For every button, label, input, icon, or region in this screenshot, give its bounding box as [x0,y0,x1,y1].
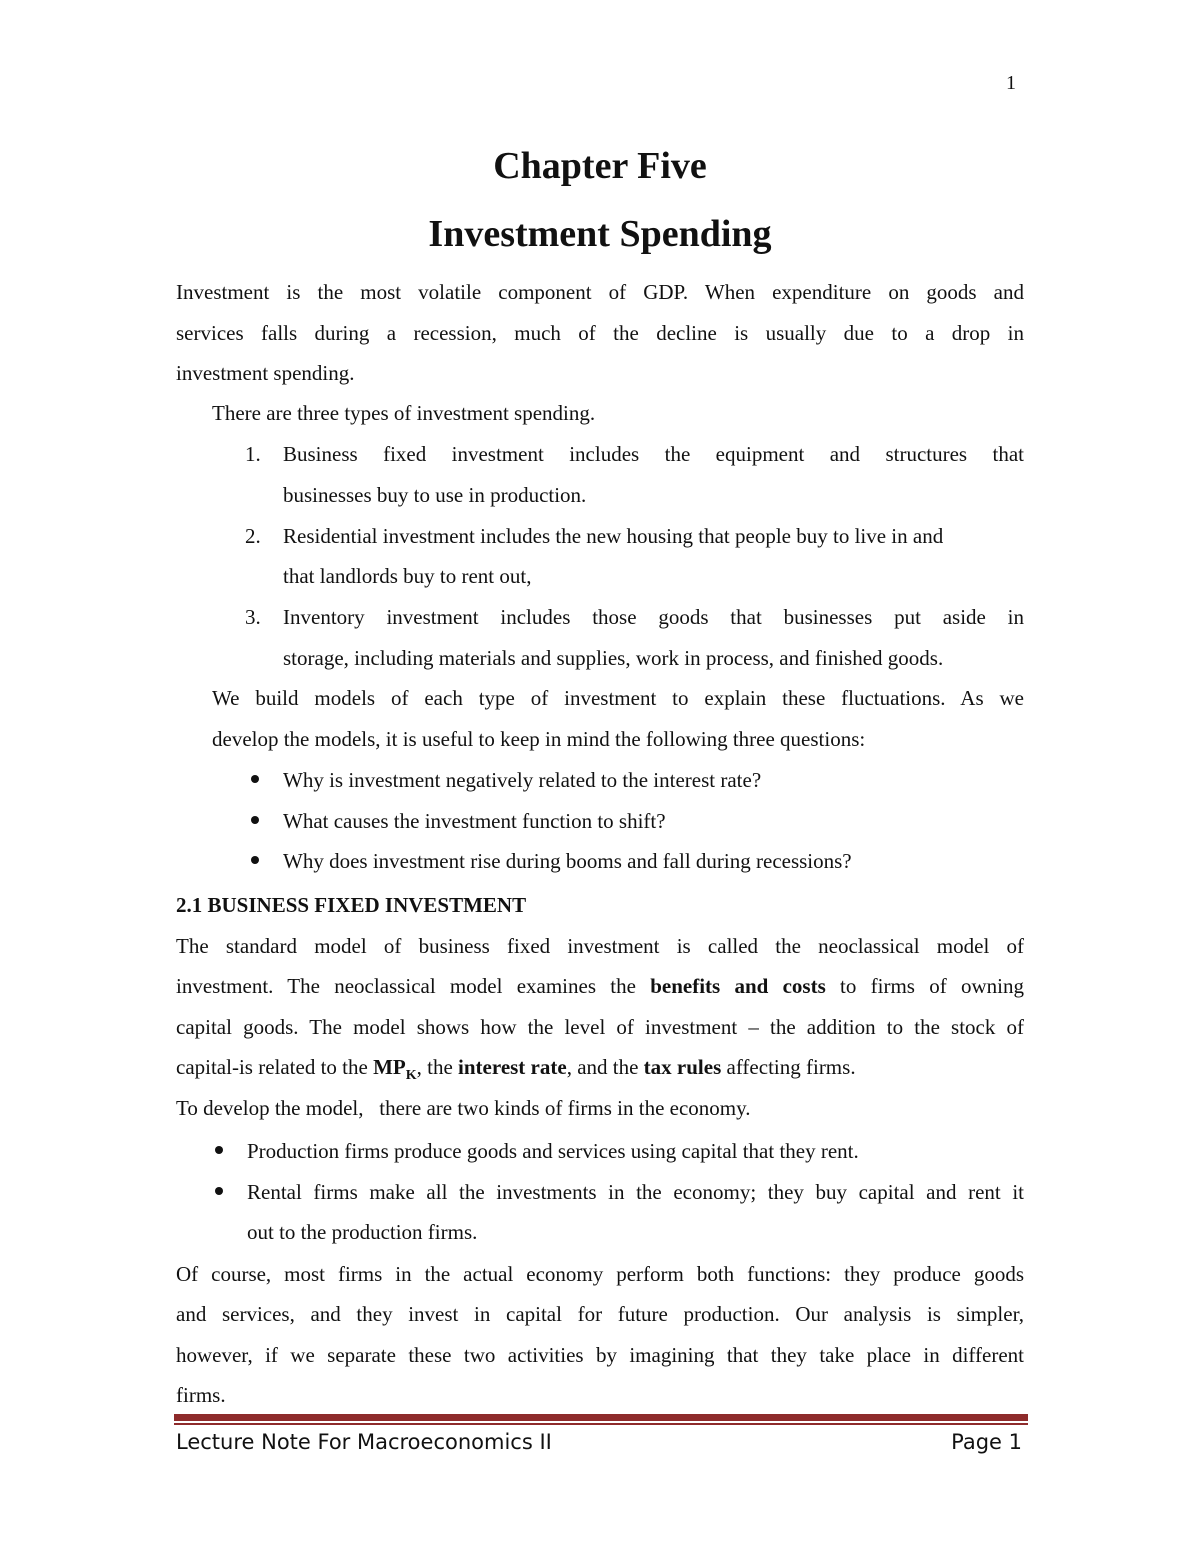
section-title: Investment Spending [428,213,772,255]
bullet-icon [215,1187,223,1195]
firm-item: Production firms produce goods and services using capital that they rent. [247,1139,859,1163]
section-heading: 2.1 BUSINESS FIXED INVESTMENT [176,893,527,917]
intro-line: investment spending. [176,361,355,385]
list-item-line: businesses buy to use in production. [283,483,587,507]
course-line: firms. [176,1383,226,1407]
question-item: Why is investment negatively related to the interest rate? [283,768,762,792]
emphasis-mpk: $MP_K$ [373,1055,417,1084]
question-item: Why does investment rise during booms and fall during recessions? [283,849,852,873]
course-line: Of course, most firms in the actual economy perform both functions: they produce goods [176,1262,1024,1286]
bullet-icon [251,816,259,824]
footer-rule [174,1414,1028,1421]
neo-line: capital-is related to the $MP_K$, the interest rate, and the tax rules affecting firms. [176,1055,856,1084]
course-line: however, if we separate these two activities by imagining that they take place in different [176,1343,1024,1367]
list-number: 3. [245,605,261,629]
emphasis-benefits-costs: benefits and costs [650,974,826,998]
models-line: develop the models, it is useful to keep in mind the following three questions: [212,727,866,751]
emphasis-tax-rules: tax rules [643,1055,722,1079]
bullet-icon [215,1146,223,1154]
course-line: and services, and they invest in capital for future production. Our analysis is simpler, [176,1302,1024,1326]
question-item: What causes the investment function to shift? [283,809,666,833]
develop-line: To develop the model, there are two kinds of firms in the economy. [176,1096,751,1120]
footer-rule-thin [174,1423,1028,1425]
types-intro: There are three types of investment spending. [212,401,596,425]
intro-line: Investment is the most volatile component of GDP. When expenditure on goods and [176,280,1024,304]
emphasis-interest-rate: interest rate [458,1055,567,1079]
list-item-line: that landlords buy to rent out, [283,564,532,588]
neo-line: The standard model of business fixed investment is called the neoclassical model of [176,934,1024,958]
list-item-line: Residential investment includes the new housing that people buy to live in and [283,524,944,548]
neo-line: capital goods. The model shows how the level of investment – the addition to the stock of [176,1015,1024,1039]
firm-item: Rental firms make all the investments in the economy; they buy capital and rent it [247,1180,1024,1204]
list-item-line: storage, including materials and supplies, work in process, and finished goods. [283,646,944,670]
list-item-line: Inventory investment includes those goods that businesses put aside in [283,605,1024,629]
bullet-icon [251,775,259,783]
list-number: 2. [245,524,261,548]
footer-page: Page 1 [951,1430,1022,1454]
footer-title: Lecture Note For Macroeconomics II [176,1430,552,1454]
chapter-title: Chapter Five [493,145,707,187]
list-item-line: Business fixed investment includes the equipment and structures that [283,442,1024,466]
firm-item: out to the production firms. [247,1220,478,1244]
bullet-icon [251,856,259,864]
neo-line: investment. The neoclassical model examines the benefits and costs to firms of owning [176,974,1025,998]
intro-line: services falls during a recession, much of the decline is usually due to a drop in [176,321,1024,345]
page-number: 1 [1006,72,1016,94]
list-number: 1. [245,442,261,466]
models-line: We build models of each type of investment to explain these fluctuations. As we [212,686,1024,710]
